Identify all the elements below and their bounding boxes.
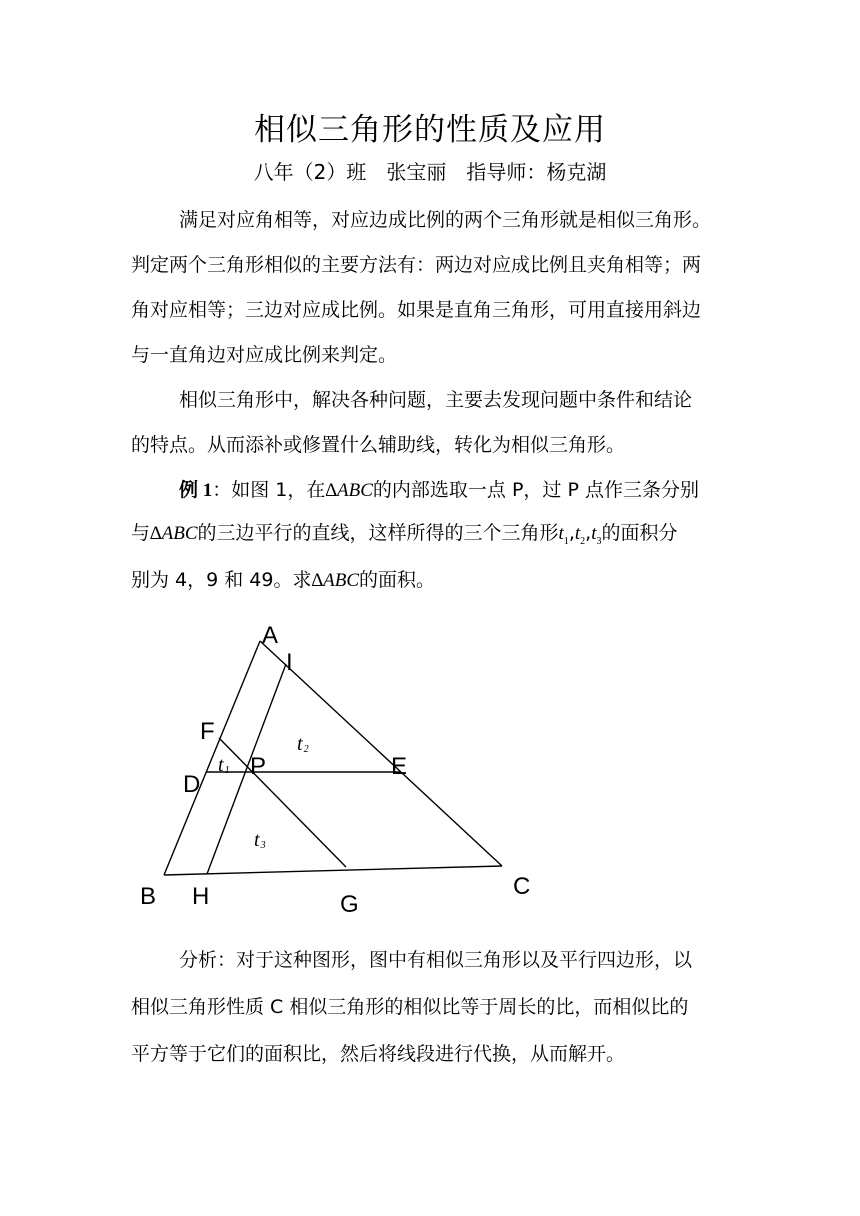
example-line-3	[131, 566, 731, 595]
strategy-line-1: 相似三角形中，解决各种问题，主要去发现问题中条件和结论	[179, 389, 693, 411]
t-list: $t_1,t_2,t_3$	[558, 522, 602, 547]
page-title: 相似三角形的性质及应用	[254, 112, 606, 148]
region-label-t2: t2	[297, 733, 309, 755]
analysis-line-2: 相似三角形性质 C 相似三角形的相似比等于周长的比，而相似比的	[131, 996, 689, 1018]
side-bc	[164, 866, 502, 875]
point-label-h: H	[192, 883, 210, 910]
point-label-i: I	[286, 649, 293, 676]
triangle-symbol: ∆ABC	[325, 480, 373, 501]
figure-1-diagram	[130, 615, 550, 925]
example-text: 别为 4，9 和 49。求	[131, 569, 312, 591]
example-text: 的面积分	[601, 522, 678, 544]
example-text: 与	[131, 522, 151, 544]
point-label-d: D	[183, 771, 201, 798]
example-label: 例 1	[179, 480, 213, 501]
strategy-line-2: 的特点。从而添补或修置什么辅助线，转化为相似三角形。	[131, 434, 626, 456]
intro-line-1: 满足对应角相等，对应边成比例的两个三角形就是相似三角形。	[179, 209, 712, 231]
region-label-t3: t3	[254, 829, 266, 851]
intro-line-4: 与一直角边对应成比例来判定。	[131, 344, 398, 366]
triangle-symbol: ∆ABC	[311, 570, 359, 591]
segment-fg	[219, 738, 346, 867]
example-text: ：如图 1，在	[212, 479, 326, 501]
example-line-1	[131, 476, 779, 505]
point-label-f: F	[200, 718, 215, 745]
example-text: 的三边平行的直线，这样所得的三个三角形	[197, 522, 559, 544]
region-label-t1: t1	[218, 754, 230, 776]
author-line: 八年（2）班 张宝丽 指导师：杨克湖	[253, 160, 607, 184]
intro-line-2: 判定两个三角形相似的主要方法有：两边对应成比例且夹角相等；两	[131, 254, 702, 276]
analysis-line-3: 平方等于它们的面积比，然后将线段进行代换，从而解开。	[131, 1043, 626, 1065]
point-label-e: E	[391, 753, 408, 780]
point-label-c: C	[513, 873, 531, 900]
example-text: 的面积。	[359, 569, 436, 591]
point-label-a: A	[262, 622, 279, 649]
point-label-p: P	[250, 753, 267, 780]
intro-line-3: 角对应相等；三边对应成比例。如果是直角三角形，可用直接用斜边	[131, 299, 702, 321]
example-text: 的内部选取一点 P，过 P 点作三条分别	[372, 479, 699, 501]
point-label-b: B	[140, 883, 157, 910]
point-label-g: G	[340, 891, 359, 918]
triangle-symbol: ∆ABC	[150, 523, 198, 544]
analysis-line-1: 分析：对于这种图形，图中有相似三角形以及平行四边形，以	[179, 949, 693, 971]
side-ab	[164, 641, 260, 875]
example-line-2	[131, 519, 731, 556]
